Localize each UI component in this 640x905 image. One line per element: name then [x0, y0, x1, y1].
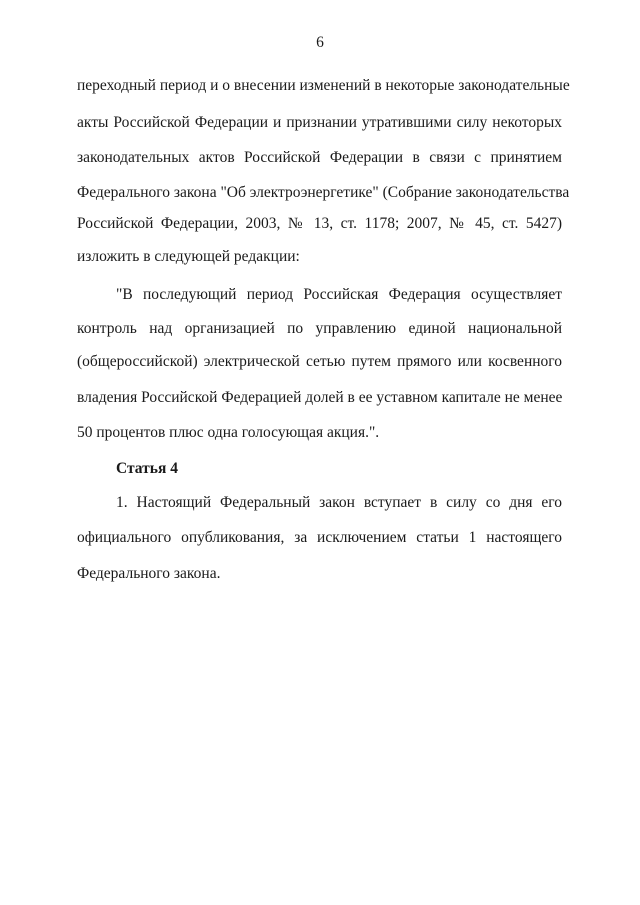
article-heading: Статья 4: [116, 460, 178, 477]
paragraph-3-line-2: официального опубликования, за исключением статьи 1 настоящего: [77, 529, 562, 546]
paragraph-2-line-3: (общероссийской) электрической сетью путем прямого или косвенного: [77, 353, 562, 370]
paragraph-3-line-3: Федерального закона.: [77, 565, 221, 582]
paragraph-1-line-4: Федерального закона "Об электроэнергетике" (Собрание законодательства: [77, 184, 570, 201]
paragraph-2-line-2: контроль над организацией по управлению единой национальной: [77, 320, 562, 337]
paragraph-2-line-4: владения Российской Федерацией долей в ее уставном капитале не менее: [77, 389, 563, 406]
page-number: 6: [316, 34, 324, 51]
paragraph-2-line-1: "В последующий период Российская Федерация осуществляет: [116, 286, 562, 303]
paragraph-1-line-1: переходный период и о внесении изменений в некоторые законодательные: [77, 77, 570, 94]
paragraph-1-line-3: законодательных актов Российской Федерации в связи с принятием: [77, 149, 562, 166]
paragraph-3-line-1: 1. Настоящий Федеральный закон вступает в силу со дня его: [116, 494, 562, 511]
paragraph-1-line-6: изложить в следующей редакции:: [77, 248, 300, 265]
paragraph-2-line-5: 50 процентов плюс одна голосующая акция.".: [77, 424, 380, 441]
paragraph-1-line-2: акты Российской Федерации и признании утратившими силу некоторых: [77, 114, 562, 131]
paragraph-1-line-5: Российской Федерации, 2003, № 13, ст. 1178; 2007, № 45, ст. 5427): [77, 215, 562, 232]
